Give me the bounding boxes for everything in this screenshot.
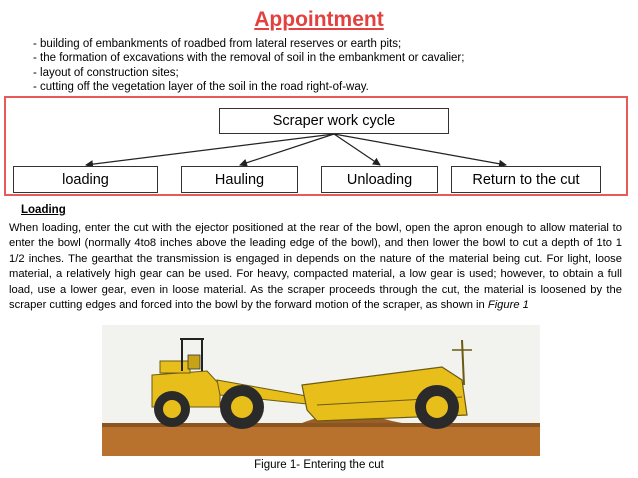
diagram-step-loading: loading bbox=[13, 166, 158, 193]
diagram-root-box: Scraper work cycle bbox=[219, 108, 449, 134]
soil-ground bbox=[102, 423, 540, 456]
paragraph-text: When loading, enter the cut with the ejector positioned at the rear of the bowl, open the apron enough to allow material to enter the bowl (normally 4to8 inches above the leading edge of the bowl), and then lower the bowl to cut a depth of 1to 1 1/2 inches. The gearthat the transmission is engaged in depends on the nature of the material being cut. For light, loose material, a relatively high gear can be used. For heavy, compacted material, a low gear is used; however, to obtain a full load, use a lower gear, even in loose material. As the scraper proceeds through the cut, the material is loosened by the scraper cutting edges and forced into the bowl by the forward motion of the scraper, as shown in bbox=[9, 222, 622, 312]
bullet-item: - layout of construction sites; bbox=[33, 66, 179, 79]
diagram-step-return: Return to the cut bbox=[451, 166, 601, 193]
scraper-illustration bbox=[102, 325, 540, 456]
figure-caption: Figure 1- Entering the cut bbox=[254, 459, 384, 471]
bullet-item: - cutting off the vegetation layer of the soil in the road right-of-way. bbox=[33, 80, 369, 93]
body-paragraph bbox=[9, 221, 622, 313]
section-heading: Loading bbox=[21, 204, 66, 216]
bullet-item: - the formation of excavations with the removal of soil in the embankment or cavalier; bbox=[33, 52, 465, 65]
bullet-item: - building of embankments of roadbed from lateral reserves or earth pits; bbox=[33, 38, 402, 50]
figure-reference: Figure 1 bbox=[487, 299, 529, 312]
diagram-step-unloading: Unloading bbox=[321, 166, 438, 193]
bullet-list bbox=[33, 37, 464, 94]
diagram-step-hauling: Hauling bbox=[181, 166, 298, 193]
page-title: Appointment bbox=[254, 8, 384, 31]
